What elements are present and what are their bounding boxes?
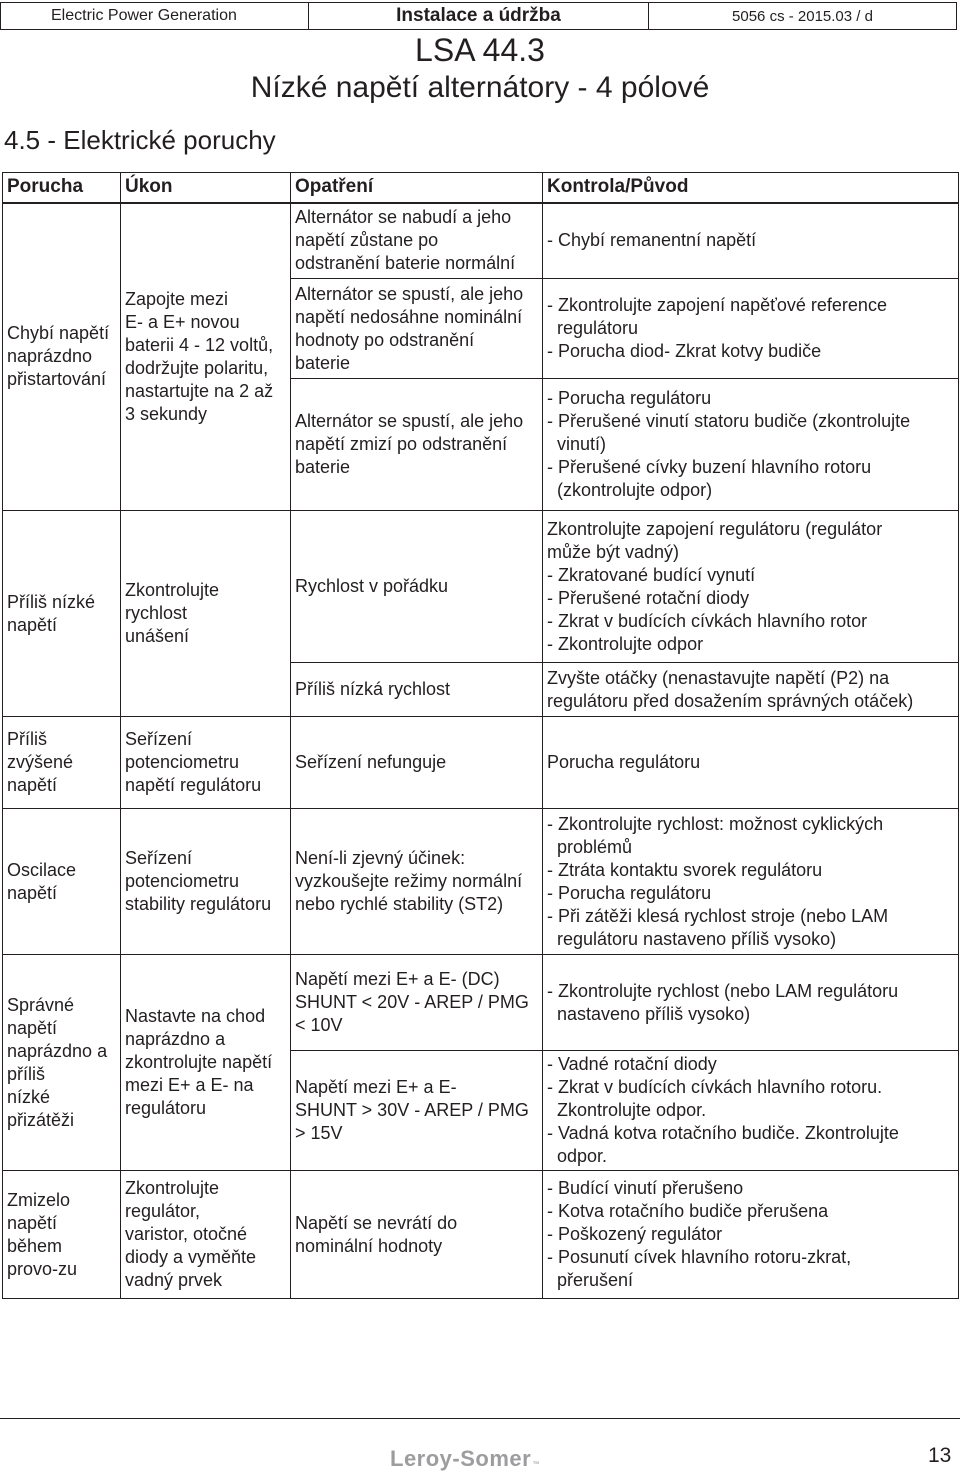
- cell-line: - Přerušené rotační diody: [547, 587, 750, 608]
- cell-line: - Přerušené vinutí statoru budiče (zkontrolujte: [547, 411, 911, 431]
- cell-line: nastartujte na 2 až: [125, 380, 274, 401]
- cell-line: - Porucha regulátoru: [547, 388, 712, 408]
- cell-line: Zkontrolujte odpor.: [547, 1100, 707, 1120]
- cell-line: - Porucha diod- Zkrat kotvy budiče: [547, 341, 822, 361]
- fault-cell: [3, 809, 121, 955]
- cell-line: (zkontrolujte odpor): [547, 480, 713, 500]
- action-cell: [121, 1171, 291, 1299]
- cell-line: dodržujte polaritu,: [125, 357, 269, 378]
- check-cell: [543, 717, 959, 809]
- cell-line: rychlost: [125, 603, 188, 623]
- fault-cell: [3, 717, 121, 809]
- cell-line: - Posunutí cívek hlavního rotoru-zkrat,: [547, 1247, 852, 1267]
- cell-line: Zapojte mezi: [125, 288, 229, 309]
- leroy-somer-logo: [390, 1446, 539, 1472]
- cell-line: - Ztráta kontaktu svorek regulátoru: [547, 859, 823, 880]
- check-cell: [543, 809, 959, 955]
- electrical-faults-table: [2, 172, 959, 1299]
- check-cell: [543, 1051, 959, 1171]
- cell-line: napětí zmizí po odstranění: [295, 434, 508, 454]
- cell-line: napětí nedosáhne nominální: [295, 306, 523, 327]
- cell-line: mezi E+ a E- na: [125, 1075, 254, 1095]
- cell-line: Napětí mezi E+ a E- (DC): [295, 969, 500, 989]
- measure-cell: [291, 379, 543, 511]
- cell-line: Seřízení: [125, 848, 193, 868]
- cell-line: napětí: [7, 775, 58, 795]
- cell-line: nominální hodnoty: [295, 1235, 443, 1256]
- cell-line: Zkontrolujte zapojení regulátoru (regulátor: [547, 518, 883, 539]
- check-cell: [543, 663, 959, 717]
- cell-line: Zvyšte otáčky (nenastavujte napětí (P2) na: [547, 667, 890, 688]
- cell-line: může být vadný): [547, 541, 680, 562]
- cell-line: Alternátor se spustí, ale jeho: [295, 411, 524, 431]
- cell-line: napětí regulátoru: [125, 775, 262, 795]
- measure-cell: [291, 663, 543, 717]
- column-header-action: Úkon: [121, 173, 291, 203]
- cell-line: Příliš nízké: [7, 591, 96, 612]
- measure-cell: [291, 511, 543, 663]
- cell-line: problémů: [547, 836, 633, 857]
- section-label: Instalace a údržba: [309, 3, 649, 29]
- check-cell: [543, 511, 959, 663]
- cell-line: nebo rychlé stability (ST2): [295, 894, 504, 914]
- fault-cell: [3, 955, 121, 1171]
- cell-line: - Zkontrolujte rychlost (nebo LAM regulátoru: [547, 980, 899, 1001]
- logo-text: Leroy-Somer: [390, 1446, 532, 1471]
- cell-line: napětí: [7, 1212, 58, 1233]
- cell-line: Seřízení: [125, 729, 193, 749]
- cell-line: Oscilace: [7, 859, 77, 880]
- cell-line: < 10V: [295, 1015, 343, 1035]
- cell-line: přizátěži: [7, 1109, 75, 1130]
- cell-line: Alternátor se spustí, ale jeho: [295, 283, 524, 304]
- cell-line: zvýšené: [7, 752, 74, 772]
- cell-line: Není-li zjevný účinek:: [295, 848, 466, 868]
- measure-cell: [291, 1051, 543, 1171]
- cell-line: naprázdno a: [125, 1029, 226, 1049]
- document-reference: 5056 cs - 2015.03 / d: [732, 7, 873, 25]
- cell-line: nastaveno příliš vysoko): [547, 1003, 751, 1024]
- cell-line: napětí zůstane po: [295, 230, 439, 251]
- table-header-row: [3, 173, 959, 203]
- cell-line: SHUNT < 20V - AREP / PMG: [295, 992, 529, 1012]
- cell-line: baterii 4 - 12 voltů,: [125, 334, 274, 355]
- table-row: [3, 1171, 959, 1299]
- page-header: [0, 2, 957, 30]
- cell-line: naprázdno: [7, 346, 93, 367]
- measure-cell: [291, 717, 543, 809]
- check-cell: [543, 1171, 959, 1299]
- cell-line: hodnoty po odstranění: [295, 329, 475, 350]
- cell-line: Alternátor se nabudí a jeho: [295, 207, 512, 228]
- cell-line: diody a vyměňte: [125, 1247, 257, 1267]
- cell-line: SHUNT > 30V - AREP / PMG: [295, 1100, 529, 1120]
- cell-line: regulátoru před dosažením správných otáček): [547, 690, 914, 711]
- cell-line: - Přerušené cívky buzení hlavního rotoru: [547, 457, 872, 477]
- cell-line: - Poškozený regulátor: [547, 1224, 723, 1244]
- cell-line: > 15V: [295, 1123, 343, 1143]
- cell-line: regulátoru nastaveno příliš vysoko): [547, 928, 837, 949]
- check-cell: [543, 203, 959, 279]
- measure-cell: [291, 203, 543, 279]
- cell-line: regulátoru: [125, 1098, 207, 1118]
- cell-line: provo-zu: [7, 1258, 78, 1279]
- cell-line: - Při zátěži klesá rychlost stroje (nebo LAM: [547, 905, 889, 926]
- cell-line: - Zkontrolujte zapojení napěťové reference: [547, 295, 887, 315]
- cell-line: Chybí napětí: [7, 323, 110, 344]
- cell-line: přistartování: [7, 369, 107, 390]
- table-row: [3, 809, 959, 955]
- cell-line: přerušení: [547, 1270, 634, 1290]
- cell-line: - Zkratované budící vynutí: [547, 564, 756, 585]
- product-title: LSA 44.3: [415, 32, 545, 68]
- fault-cell: [3, 1171, 121, 1299]
- measure-cell: [291, 955, 543, 1051]
- cell-line: Seřízení nefunguje: [295, 752, 447, 772]
- cell-line: odstranění baterie normální: [295, 253, 516, 274]
- cell-line: napětí: [7, 882, 58, 903]
- cell-line: - Zkrat v budících cívkách hlavního rotor: [547, 610, 868, 631]
- product-subtitle: Nízké napětí alternátory - 4 pólové: [250, 71, 710, 104]
- cell-line: unášení: [125, 626, 190, 646]
- cell-line: potenciometru: [125, 752, 240, 772]
- table-row: [3, 203, 959, 279]
- cell-line: nízké: [7, 1086, 51, 1107]
- cell-line: napětí: [7, 614, 58, 635]
- cell-line: - Vadné rotační diody: [547, 1054, 717, 1074]
- cell-line: baterie: [295, 352, 351, 373]
- brand-label: Electric Power Generation: [1, 3, 309, 29]
- cell-line: E- a E+ novou: [125, 311, 240, 332]
- cell-line: - Chybí remanentní napětí: [547, 230, 757, 251]
- cell-line: vyzkoušejte režimy normální: [295, 871, 523, 891]
- action-cell: [121, 511, 291, 717]
- table-row: [3, 717, 959, 809]
- cell-line: - Vadná kotva rotačního budiče. Zkontrolujte: [547, 1123, 899, 1143]
- measure-cell: [291, 1171, 543, 1299]
- cell-line: Zmizelo: [7, 1189, 71, 1210]
- cell-line: stability regulátoru: [125, 894, 272, 914]
- cell-line: vinutí): [547, 434, 607, 454]
- logo-trademark: ™: [532, 1461, 540, 1468]
- cell-line: Porucha regulátoru: [547, 752, 701, 772]
- table-row: [3, 955, 959, 1051]
- cell-line: Napětí mezi E+ a E-: [295, 1077, 457, 1097]
- cell-line: Zkontrolujte: [125, 580, 220, 600]
- footer-divider: [0, 1418, 960, 1419]
- cell-line: varistor, otočné: [125, 1224, 248, 1244]
- column-header-fault: Porucha: [3, 173, 121, 203]
- cell-line: Příliš: [7, 729, 47, 749]
- cell-line: Nastavte na chod: [125, 1006, 266, 1026]
- column-header-measure: Opatření: [291, 173, 543, 203]
- cell-line: vadný prvek: [125, 1270, 223, 1290]
- cell-line: během: [7, 1235, 63, 1256]
- cell-line: odpor.: [547, 1146, 608, 1166]
- action-cell: [121, 717, 291, 809]
- cell-line: potenciometru: [125, 871, 240, 891]
- check-cell: [543, 955, 959, 1051]
- page-number: 13: [928, 1444, 952, 1467]
- cell-line: Zkontrolujte: [125, 1178, 220, 1198]
- cell-line: Příliš nízká rychlost: [295, 679, 451, 699]
- cell-line: Správné: [7, 994, 75, 1015]
- action-cell: [121, 203, 291, 511]
- cell-line: Rychlost v pořádku: [295, 576, 449, 596]
- cell-line: zkontrolujte napětí: [125, 1052, 273, 1072]
- cell-line: - Zkrat v budících cívkách hlavního rotoru.: [547, 1077, 883, 1097]
- table-row: [3, 511, 959, 663]
- action-cell: [121, 809, 291, 955]
- cell-line: - Budící vinutí přerušeno: [547, 1178, 744, 1198]
- check-cell: [543, 279, 959, 379]
- action-cell: [121, 955, 291, 1171]
- cell-line: regulátoru: [547, 318, 639, 338]
- cell-line: naprázdno a: [7, 1040, 108, 1061]
- cell-line: příliš: [7, 1063, 46, 1084]
- measure-cell: [291, 809, 543, 955]
- cell-line: napětí: [7, 1017, 58, 1038]
- measure-cell: [291, 279, 543, 379]
- cell-line: - Kotva rotačního budiče přerušena: [547, 1201, 829, 1221]
- column-header-check: Kontrola/Původ: [543, 173, 959, 203]
- check-cell: [543, 379, 959, 511]
- cell-line: Napětí se nevrátí do: [295, 1212, 458, 1233]
- cell-line: baterie: [295, 457, 351, 477]
- section-heading: 4.5 - Elektrické poruchy: [4, 125, 276, 155]
- cell-line: - Zkontrolujte odpor: [547, 633, 704, 654]
- cell-line: - Porucha regulátoru: [547, 882, 712, 903]
- fault-cell: [3, 511, 121, 717]
- cell-line: regulátor,: [125, 1201, 201, 1221]
- cell-line: 3 sekundy: [125, 403, 208, 424]
- fault-cell: [3, 203, 121, 511]
- cell-line: - Zkontrolujte rychlost: možnost cyklických: [547, 813, 884, 834]
